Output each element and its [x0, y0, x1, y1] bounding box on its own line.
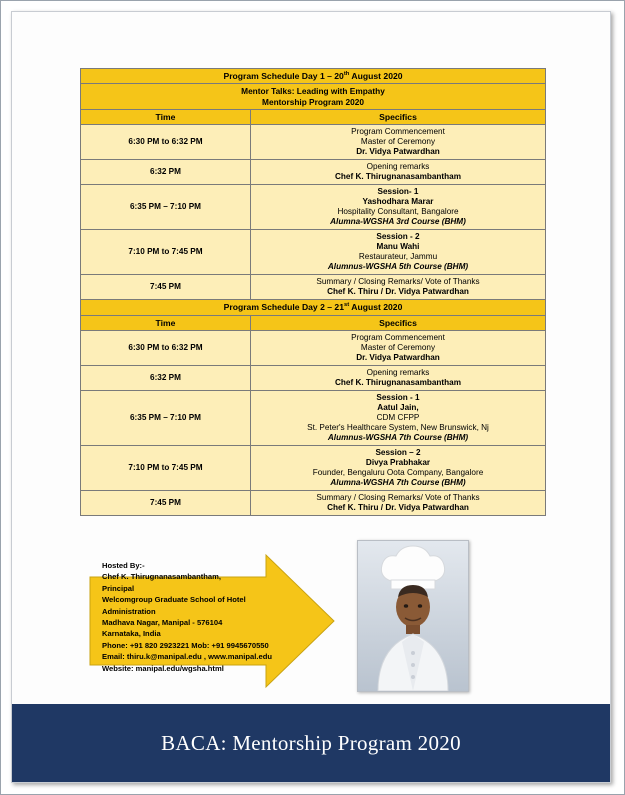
row-time: 7:10 PM to 7:45 PM	[81, 230, 251, 275]
spec-line: CDM CFPP	[376, 413, 420, 423]
spec-line: Dr. Vidya Patwardhan	[356, 147, 440, 157]
row-time: 6:35 PM – 7:10 PM	[81, 391, 251, 446]
host-line: Administration	[102, 606, 156, 616]
spec-line: Hospitality Consultant, Bangalore	[337, 207, 459, 217]
row-specifics	[251, 391, 546, 446]
table-row	[81, 331, 546, 366]
spec-line: Opening remarks	[366, 162, 430, 172]
spec-line: Manu Wahi	[376, 242, 420, 252]
day2-title-post: August 2020	[349, 302, 403, 313]
spec-line: Master of Ceremony	[360, 137, 436, 147]
host-website: Website: manipal.edu/wgsha.html	[102, 663, 224, 673]
day2-col-time: Time	[81, 315, 251, 330]
table-row	[81, 446, 546, 491]
table-row	[81, 275, 546, 300]
row-specifics	[251, 491, 546, 516]
row-specifics	[251, 331, 546, 366]
spec-line: Restaurateur, Jammu	[358, 252, 438, 262]
spec-line: Summary / Closing Remarks/ Vote of Thanks	[316, 277, 480, 287]
row-specifics	[251, 446, 546, 491]
table-row	[81, 160, 546, 185]
table-row	[81, 391, 546, 446]
table-row	[81, 125, 546, 160]
table-row	[81, 491, 546, 516]
host-line: Principal	[102, 583, 135, 593]
table-row	[81, 69, 546, 84]
spec-line: Chef K. Thirugnanasambantham	[334, 172, 461, 182]
spec-line: Chef K. Thiru / Dr. Vidya Patwardhan	[327, 287, 469, 297]
row-time: 7:10 PM to 7:45 PM	[81, 446, 251, 491]
day2-col-specifics: Specifics	[251, 315, 546, 330]
chef-portrait-illustration	[358, 541, 468, 691]
day1-title-post: August 2020	[349, 71, 403, 81]
spec-line: Master of Ceremony	[360, 343, 436, 353]
spec-line: Divya Prabhakar	[365, 458, 431, 468]
spec-line: Chef K. Thirugnanasambantham	[334, 378, 461, 388]
row-specifics	[251, 160, 546, 185]
table-header-row	[81, 109, 546, 124]
host-line: Chef K. Thirugnanasambantham,	[102, 572, 221, 582]
day1-subtitle-line1: Mentor Talks: Leading with Empathy	[241, 86, 385, 97]
row-specifics	[251, 230, 546, 275]
spec-line: St. Peter's Healthcare System, New Brunswick, Nj	[307, 423, 489, 433]
day1-subtitle-line2: Mentorship Program 2020	[262, 96, 364, 107]
day2-title	[81, 300, 546, 315]
footer-band	[12, 704, 610, 782]
spec-line: Session – 2	[375, 448, 421, 458]
table-row	[81, 185, 546, 230]
host-line: Karnataka, India	[102, 629, 161, 639]
day1-title-sup: th	[343, 71, 350, 78]
footer-title: BACA: Mentorship Program 2020	[161, 730, 461, 755]
spec-line: Session - 2	[376, 232, 420, 242]
day1-col-specifics: Specifics	[251, 109, 546, 124]
host-label: Hosted By:-	[102, 561, 145, 570]
row-time: 6:32 PM	[81, 366, 251, 391]
spec-line: Chef K. Thiru / Dr. Vidya Patwardhan	[327, 503, 469, 513]
spec-line: Program Commencement	[351, 127, 445, 137]
row-time: 6:35 PM – 7:10 PM	[81, 185, 251, 230]
spec-line: Session - 1	[376, 393, 420, 403]
row-specifics	[251, 185, 546, 230]
row-time: 6:30 PM to 6:32 PM	[81, 125, 251, 160]
spec-line: Opening remarks	[366, 368, 430, 378]
day2-title-pre: Program Schedule Day 2 – 21	[223, 302, 344, 313]
table-row	[81, 84, 546, 109]
host-photo	[357, 540, 469, 692]
spec-line: Alumna-WGSHA 3rd Course (BHM)	[330, 217, 466, 227]
spec-line: Alumnus-WGSHA 5th Course (BHM)	[327, 262, 469, 272]
spec-line: Session- 1	[377, 187, 419, 197]
spec-line: Yashodhara Marar	[362, 197, 434, 207]
day1-title-pre: Program Schedule Day 1 – 20	[223, 71, 344, 81]
row-time: 6:30 PM to 6:32 PM	[81, 331, 251, 366]
host-phone: Phone: +91 820 2923221 Mob: +91 9945670550	[102, 640, 269, 650]
row-time: 7:45 PM	[81, 275, 251, 300]
spec-line: Alumna-WGSHA 7th Course (BHM)	[330, 478, 466, 488]
spec-line: Aatul Jain,	[377, 403, 419, 413]
table-row	[81, 366, 546, 391]
row-time: 7:45 PM	[81, 491, 251, 516]
spec-line: Program Commencement	[351, 333, 445, 343]
day1-subtitle	[81, 84, 546, 109]
day1-col-time: Time	[81, 109, 251, 124]
spec-line: Alumnus-WGSHA 7th Course (BHM)	[327, 433, 469, 443]
table-row	[81, 230, 546, 275]
row-specifics	[251, 125, 546, 160]
host-line: Welcomgroup Graduate School of Hotel	[102, 595, 246, 605]
row-specifics	[251, 366, 546, 391]
host-email: Email: thiru.k@manipal.edu , www.manipal.edu	[102, 652, 272, 662]
document-sheet	[11, 11, 611, 783]
host-line: Madhava Nagar, Manipal - 576104	[102, 617, 223, 627]
table-row	[81, 300, 546, 315]
spec-line: Founder, Bengaluru Oota Company, Bangalore	[312, 468, 484, 478]
day1-title	[81, 69, 546, 84]
host-details	[102, 560, 292, 674]
row-time: 6:32 PM	[81, 160, 251, 185]
day2-title-sup: st	[344, 302, 350, 309]
program-schedule-table	[80, 68, 546, 516]
host-callout	[88, 549, 338, 694]
spec-line: Dr. Vidya Patwardhan	[356, 353, 440, 363]
spec-line: Summary / Closing Remarks/ Vote of Thanks	[316, 493, 480, 503]
table-header-row	[81, 315, 546, 330]
row-specifics	[251, 275, 546, 300]
